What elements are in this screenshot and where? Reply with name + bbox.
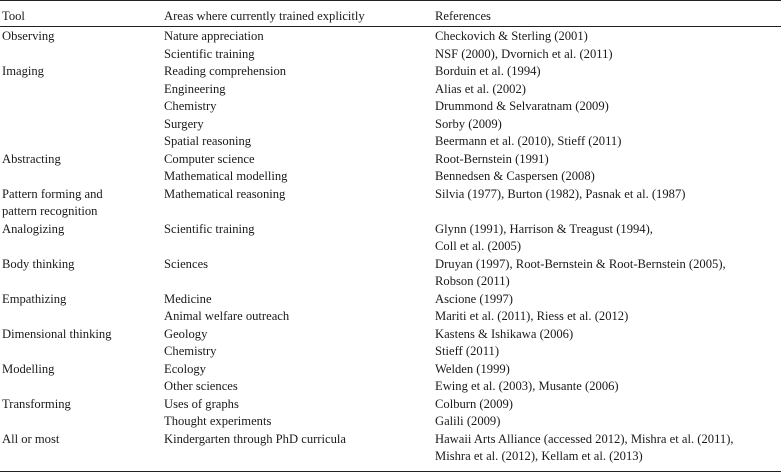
table-row	[0, 291, 781, 326]
cell-line: Mathematical modelling	[164, 169, 288, 183]
cell-line: Mariti et al. (2011), Riess et al. (2012)	[435, 309, 629, 323]
cell-line: Robson (2011)	[435, 274, 510, 288]
cell-line: Chemistry	[164, 99, 217, 113]
references-cell	[435, 431, 781, 466]
tool-cell	[0, 151, 164, 169]
cell-line: Empathizing	[2, 291, 67, 306]
tool-cell	[0, 431, 164, 449]
cell-line: Scientific training	[164, 46, 255, 61]
cell-line: Root-Bernstein (1991)	[435, 151, 549, 166]
references-cell	[435, 151, 781, 186]
cell-line: Nature appreciation	[164, 29, 264, 43]
tool-cell	[0, 361, 164, 379]
cell-line: Sorby (2009)	[435, 116, 502, 131]
cell-line: Dimensional thinking	[2, 326, 112, 341]
cell-line: Other sciences	[164, 379, 238, 393]
references-cell	[435, 63, 781, 151]
cell-line: Beermann et al. (2010), Stieff (2011)	[435, 134, 622, 148]
tool-cell	[0, 186, 164, 221]
table-body	[0, 28, 781, 466]
cell-line: Pattern forming and	[2, 186, 103, 201]
table-row	[0, 186, 781, 221]
cell-line: NSF (2000), Dvornich et al. (2011)	[435, 46, 613, 61]
cell-line: Glynn (1991), Harrison & Treagust (1994),	[435, 221, 653, 236]
cell-line: Abstracting	[2, 151, 61, 166]
table-row	[0, 431, 781, 466]
cell-line: Chemistry	[164, 344, 217, 358]
header-areas: Areas where currently trained explicitly	[164, 9, 365, 23]
cell-line: Observing	[2, 29, 55, 43]
cell-line: Scientific training	[164, 221, 255, 236]
cell-line: Mishra et al. (2012), Kellam et al. (2013)	[435, 449, 643, 463]
references-cell	[435, 361, 781, 396]
areas-cell	[164, 151, 435, 186]
tool-cell	[0, 63, 164, 81]
table-row	[0, 63, 781, 151]
references-cell	[435, 326, 781, 361]
cell-line: Alias et al. (2002)	[435, 81, 526, 96]
areas-cell	[164, 396, 435, 431]
references-cell	[435, 291, 781, 326]
cell-line: Reading comprehension	[164, 64, 287, 78]
cell-line: Ecology	[164, 361, 206, 376]
areas-cell	[164, 326, 435, 361]
cell-line: Body thinking	[2, 256, 75, 271]
table-row	[0, 221, 781, 256]
cell-line: Geology	[164, 326, 208, 341]
cell-line: All or most	[2, 431, 60, 446]
cell-line: Silvia (1977), Burton (1982), Pasnak et al. (1987)	[435, 186, 686, 201]
references-cell	[435, 28, 781, 63]
cell-line: Sciences	[164, 256, 209, 271]
areas-cell	[164, 256, 435, 274]
table-row	[0, 256, 781, 291]
header-references: References	[435, 9, 491, 23]
cell-line: Animal welfare outreach	[164, 309, 290, 323]
table-row	[0, 151, 781, 186]
cell-line: Ascione (1997)	[435, 291, 513, 306]
cell-line: Thought experiments	[164, 414, 272, 428]
tool-cell	[0, 256, 164, 274]
cell-line: Galili (2009)	[435, 414, 501, 428]
cell-line: Welden (1999)	[435, 361, 510, 376]
references-cell	[435, 256, 781, 291]
cell-line: Analogizing	[2, 221, 65, 236]
cell-line: Surgery	[164, 116, 204, 131]
tool-cell	[0, 326, 164, 344]
areas-cell	[164, 361, 435, 396]
table-row	[0, 396, 781, 431]
cell-line: Hawaii Arts Alliance (accessed 2012), Mishra et al. (2011),	[435, 431, 734, 446]
cell-line: Bennedsen & Caspersen (2008)	[435, 169, 595, 183]
cell-line: Engineering	[164, 81, 226, 96]
bottom-rule	[0, 471, 781, 472]
cell-line: Coll et al. (2005)	[435, 239, 522, 253]
cell-line: pattern recognition	[2, 204, 98, 218]
cell-line: Druyan (1997), Root-Bernstein & Root-Bernstein (2005),	[435, 256, 726, 271]
header-rule	[0, 26, 781, 27]
cell-line: Transforming	[2, 396, 71, 411]
header-tool: Tool	[2, 9, 25, 23]
table-row	[0, 326, 781, 361]
tool-cell	[0, 396, 164, 414]
areas-cell	[164, 63, 435, 151]
cell-line: Colburn (2009)	[435, 396, 514, 411]
cell-line: Medicine	[164, 291, 212, 306]
tool-cell	[0, 291, 164, 309]
table-row	[0, 28, 781, 63]
areas-cell	[164, 431, 435, 449]
table-row	[0, 361, 781, 396]
areas-cell	[164, 186, 435, 204]
cell-line: Uses of graphs	[164, 396, 239, 411]
cell-line: Stieff (2011)	[435, 344, 500, 358]
cell-line: Drummond & Selvaratnam (2009)	[435, 99, 609, 113]
references-cell	[435, 186, 781, 204]
cell-line: Checkovich & Sterling (2001)	[435, 29, 588, 43]
tool-cell	[0, 221, 164, 239]
cell-line: Computer science	[164, 151, 255, 166]
cell-line: Spatial reasoning	[164, 134, 252, 148]
cell-line: Imaging	[2, 64, 44, 78]
cell-line: Kastens & Ishikawa (2006)	[435, 326, 574, 341]
top-rule	[0, 0, 781, 1]
cell-line: Borduin et al. (1994)	[435, 64, 541, 78]
tool-cell	[0, 28, 164, 46]
references-cell	[435, 396, 781, 431]
cell-line: Modelling	[2, 361, 55, 376]
areas-cell	[164, 291, 435, 326]
areas-cell	[164, 28, 435, 63]
cell-line: Mathematical reasoning	[164, 186, 286, 201]
references-cell	[435, 221, 781, 256]
areas-cell	[164, 221, 435, 239]
cell-line: Ewing et al. (2003), Musante (2006)	[435, 379, 619, 393]
cell-line: Kindergarten through PhD curricula	[164, 431, 346, 446]
